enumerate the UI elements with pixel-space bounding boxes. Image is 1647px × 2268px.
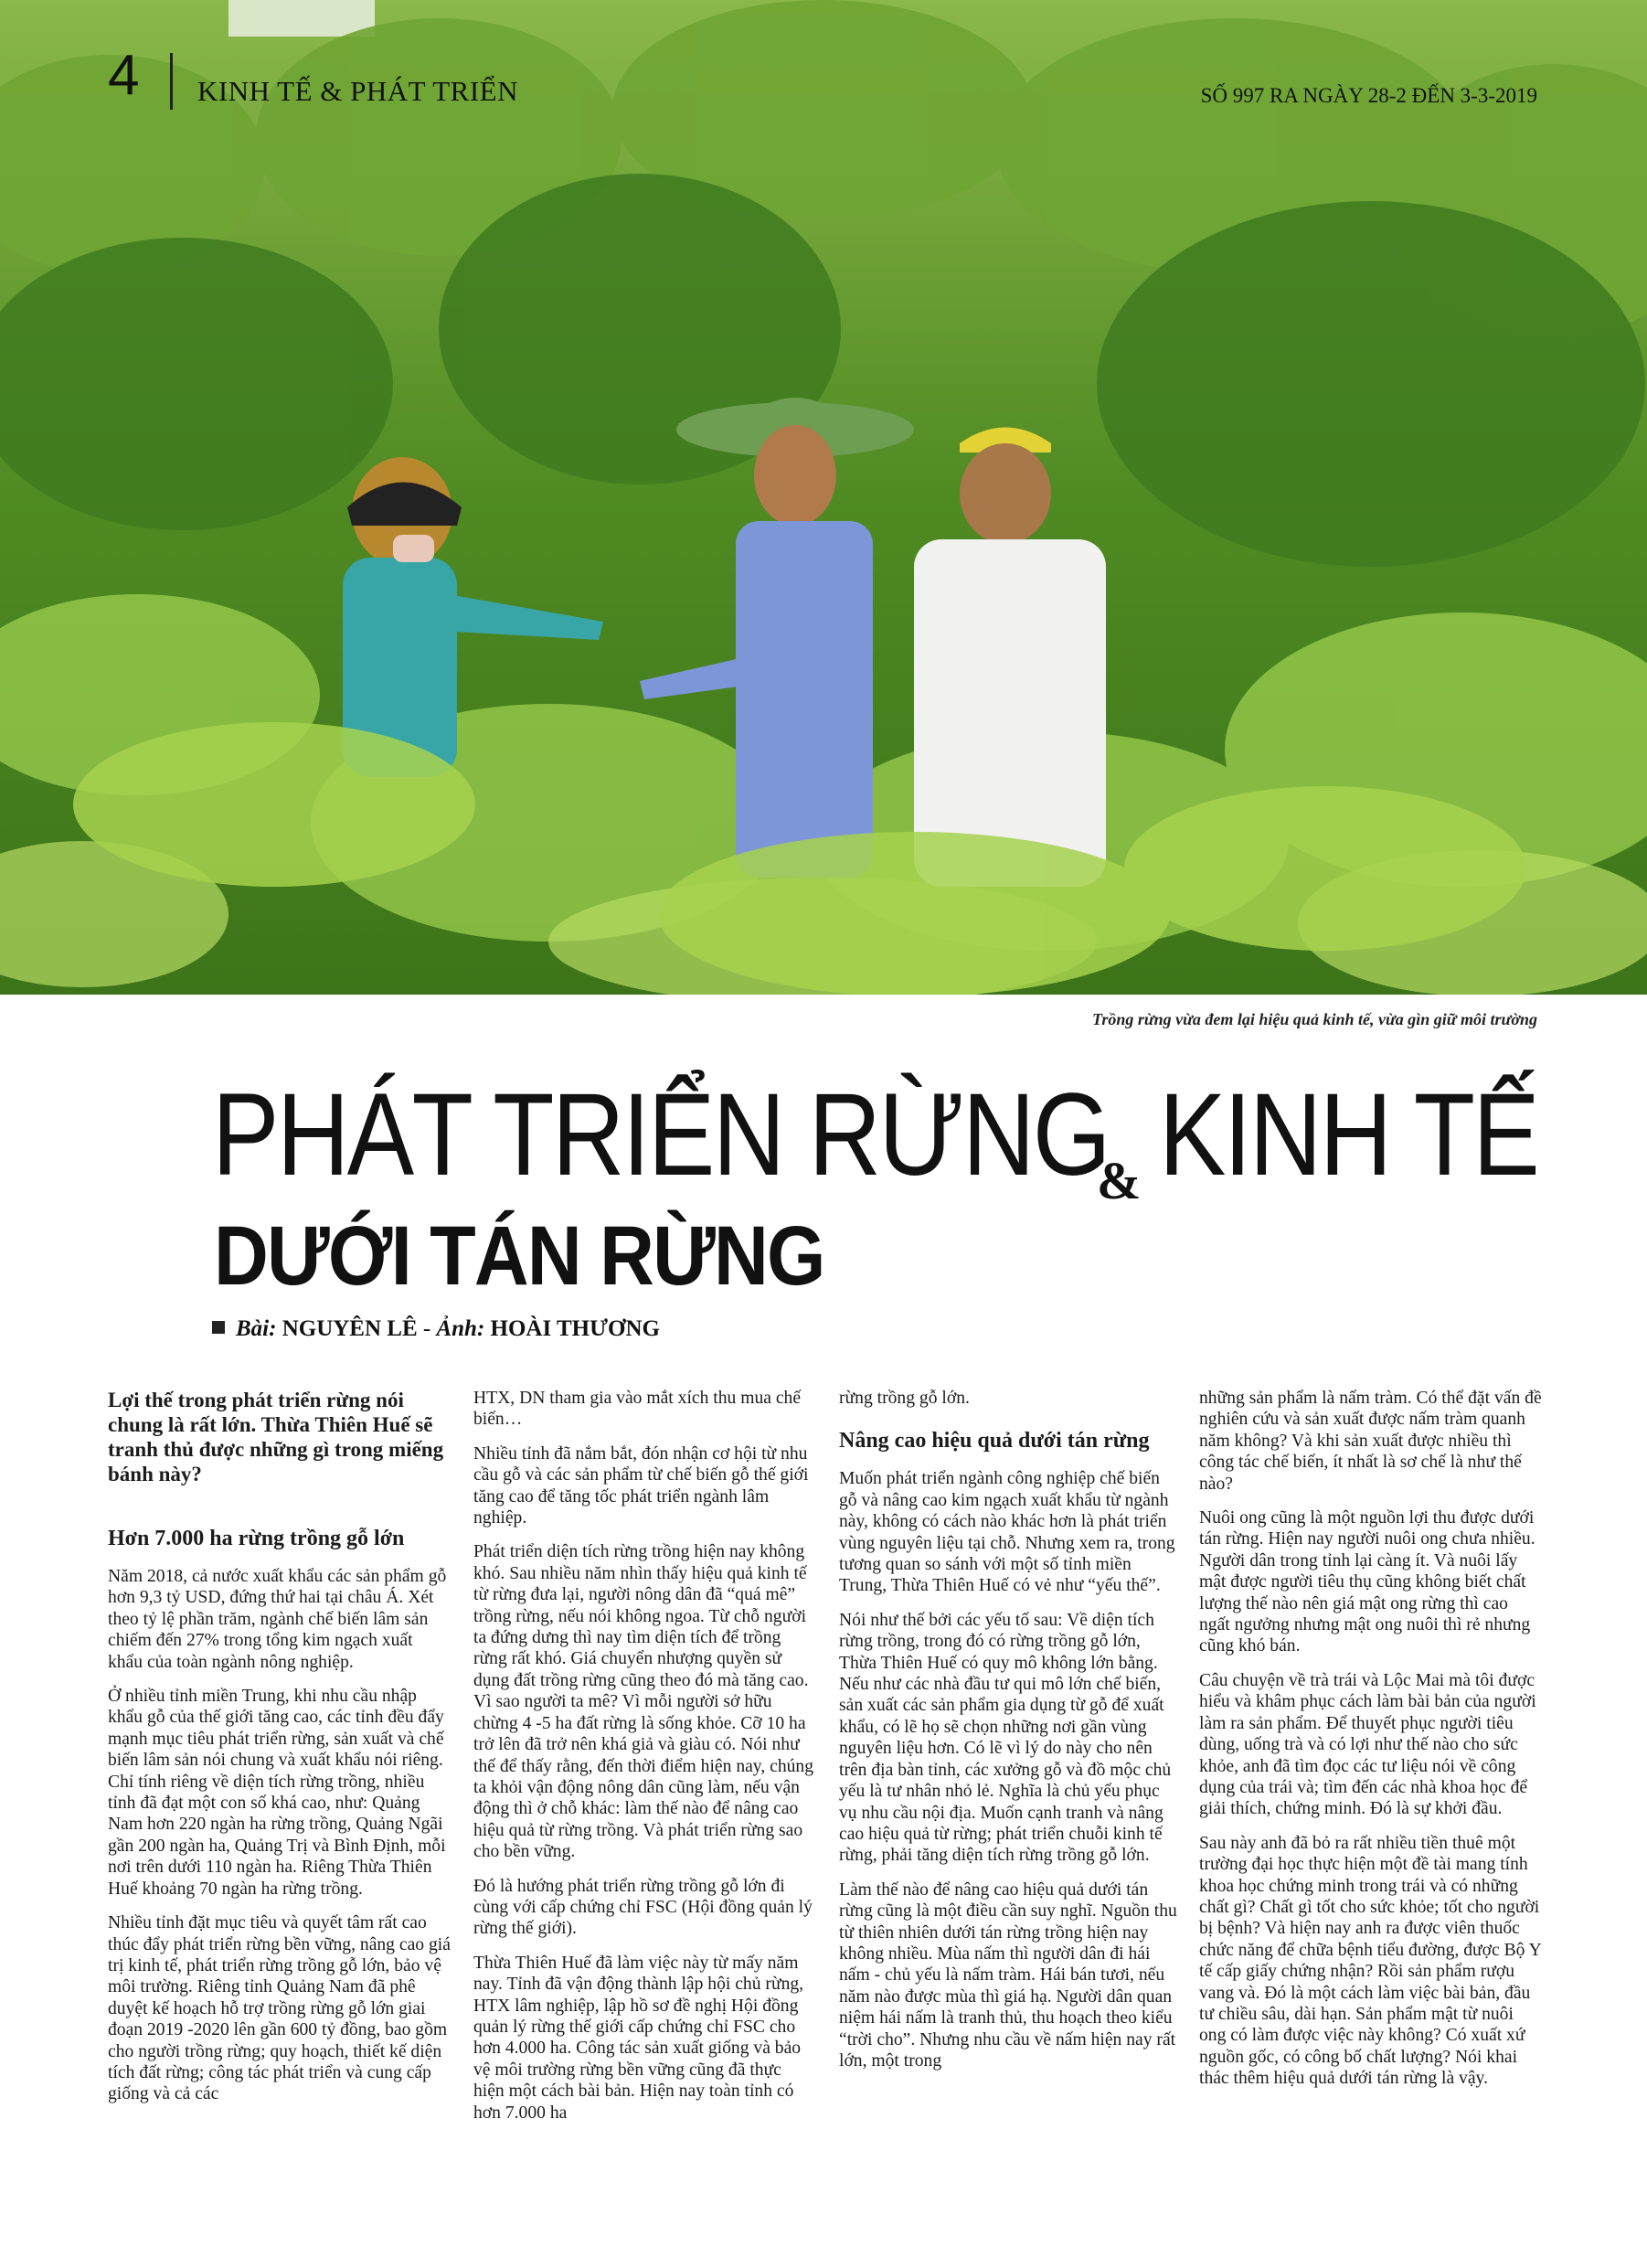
body-paragraph: Sau này anh đã bỏ ra rất nhiều tiền thuê một trường đại học thực hiện một đề tài mang tính khoa học chứng minh trong trái và có những chất gì? Chất gì tốt cho sức khỏe; tốt cho người bị bệnh? Và hiện nay anh ra được viên thuốc chức năng để chữa bệnh tiểu đường, được Bộ Y tế cấp giấy chứng nhận? Rồi sản phẩm rượu vang và. Đó là một cách làm việc bài bản, đầu tư chiều sâu, dài hạn. Sản phẩm mật từ nuôi ong có làm được việc này không? Có xuất xứ nguồn gốc, có công bố chất lượng? Nói khai thác thêm hiệu quả dưới tán rừng là vậy.: [1199, 1833, 1542, 2089]
column-3: [839, 1388, 1182, 2084]
body-paragraph: Thừa Thiên Huế đã làm việc này từ mấy năm nay. Tỉnh đã vận động thành lập hội chủ rừng, HTX lâm nghiệp, lập hồ sơ đề nghị Hội đồng quản lý rừng thế giới cấp chứng chỉ FSC cho hơn 4.000 ha. Công tác sản xuất giống và bảo vệ môi trường rừng bền vững cũng đã thực hiện một cách bài bản. Hiện nay toàn tỉnh có hơn 7.000 ha: [473, 1953, 804, 2123]
photo-caption: Trồng rừng vừa đem lại hiệu quả kinh tế, vừa gìn giữ môi trường: [1092, 1010, 1537, 1028]
page-number: 4: [108, 44, 140, 107]
body-paragraph: Nhiều tỉnh đã nắm bắt, đón nhận cơ hội từ nhu cầu gỗ và các sản phẩm từ chế biến gỗ thế giới tăng cao để tăng tốc phát triển ngành lâm nghiệp.: [473, 1443, 809, 1528]
body-paragraph: Nói như thế bởi các yếu tố sau: Về diện tích rừng trồng, trong đó có rừng trồng gỗ lớn, Thừa Thiên Huế có quy mô không lớn bằng. Nếu như các nhà đầu tư qui mô lớn chế biến, sản xuất các sản phẩm gia dụng từ gỗ để xuất khẩu, có lẽ họ sẽ chọn những nơi gần vùng nguyên liệu hơn. Có lẽ vì lý do này cho nên trên địa bàn tỉnh, các xưởng gỗ và đồ mộc chủ yếu là tư nhân nhỏ lẻ. Nghĩa là chủ yếu phục vụ nhu cầu nội địa. Muốn cạnh tranh và nâng cao hiệu quả từ rừng; phát triển chuỗi kinh tế rừng, phải tăng diện tích rừng trồng gỗ lớn.: [839, 1610, 1172, 1866]
body-paragraph: Muốn phát triển ngành công nghiệp chế biến gỗ và nâng cao kim ngạch xuất khẩu từ ngành này, không có cách nào khác hơn là phát triển vùng nguyên liệu tại chỗ. Nhưng xem ra, trong tương quan so sánh với một số tỉnh miền Trung, Thừa Thiên Huế có vẻ như “yếu thế”.: [839, 1469, 1175, 1596]
body-paragraph: Câu chuyện về trà trái và Lộc Mai mà tôi được hiểu và khâm phục cách làm bài bản của người làm ra sản phẩm. Để thuyết phục người tiêu dùng, uống trà và có lợi như thế nào cho sức khỏe, anh đã tìm đọc các tư liệu nói về công dụng của trái và; tìm đến các nhà khoa học để giải thích, chứng minh. Đó là sự khởi đầu.: [1199, 1670, 1536, 1819]
body-paragraph: Năm 2018, cả nước xuất khẩu các sản phẩm gỗ hơn 9,3 tỷ USD, đứng thứ hai tại châu Á. Xét theo tỷ lệ phần trăm, ngành chế biến lâm sản chiếm đến 27% trong tổng kim ngạch xuất khẩu của toàn ngành nông nghiệp.: [108, 1567, 447, 1672]
article-photo: [0, 0, 1647, 995]
body-paragraph: Làm thế nào để nâng cao hiệu quả dưới tán rừng cũng là một điều cần suy nghĩ. Nguồn thu từ thiên nhiên dưới tán rừng trồng hiện nay không nhiều. Mùa nấm thì người dân đi hái nấm - chủ yếu là nấm tràm. Hái bán tươi, nếu năm nào được mùa thì giá hạ. Người dân quan niệm hái nấm là tranh thủ, thu hoạch theo kiểu “trời cho”. Nhưng nhu cầu về nấm hiện nay rất lớn, một trong: [839, 1879, 1177, 2071]
issue-date: SỐ 997 RA NGÀY 28-2 ĐẾN 3-3-2019: [1200, 84, 1537, 107]
body-paragraph: Ở nhiều tỉnh miền Trung, khi nhu cầu nhập khẩu gỗ của thế giới tăng cao, các tỉnh đều đẩy mạnh mục tiêu phát triển rừng, sản xuất và chế biến lâm sản nói chung và xuất khẩu nói riêng. Chỉ tính riêng về diện tích rừng trồng, nhiều tỉnh đã đạt một con số khá cao, như: Quảng Nam hơn 220 ngàn ha rừng trồng, Quảng Ngãi gần 200 ngàn ha, Quảng Trị và Bình Định, mỗi nơi trên dưới 110 ngàn ha. Riêng Thừa Thiên Huế khoảng 70 ngàn ha rừng trồng.: [108, 1687, 446, 1899]
headline-part1: PHÁT TRIỂN RỪNG: [212, 1070, 1109, 1200]
body-paragraph: rừng trồng gỗ lớn.: [839, 1389, 970, 1408]
headline-ampersand: &: [1097, 1151, 1142, 1210]
writer-label: Bài:: [236, 1316, 277, 1341]
photographer-name: HOÀI THƯƠNG: [490, 1316, 660, 1341]
body-paragraph: những sản phẩm là nấm tràm. Có thể đặt vấn đề nghiên cứu và sản xuất được nấm tràm quanh năm không? Và khi sản xuất được nhiều thì công tác chế biến, ít nhất là sơ chế là như thế nào?: [1199, 1389, 1542, 1494]
headline-part2: KINH TẾ: [1159, 1070, 1538, 1200]
byline-separator: -: [417, 1316, 437, 1341]
body-paragraph: Nhiều tỉnh đặt mục tiêu và quyết tâm rất cao thúc đẩy phát triển rừng bền vững, nâng cao giá trị kinh tế, phát triển rừng trồng gỗ lớn, bảo vệ môi trường. Riêng tỉnh Quảng Nam đã phê duyệt kế hoạch hỗ trợ trồng rừng gỗ lớn giai đoạn 2019 -2020 lên gần 600 tỷ đồng, bao gồm cho người trồng rừng; quy hoạch, thiết kế diện tích đất rừng; công tác phát triển và cung cấp giống và cả các: [108, 1913, 451, 2104]
bullet-square-icon: [212, 1321, 225, 1334]
column-1: [108, 1388, 451, 2118]
body-paragraph: Phát triển diện tích rừng trồng hiện nay không khó. Sau nhiều năm nhìn thấy hiệu quả kinh tế từ rừng đưa lại, người nông dân đã “quá mê” trồng rừng, nếu nói không ngoa. Từ chỗ người ta đứng dưng thì nay tìm diện tích để trồng rừng rất khó. Giá chuyển nhượng quyền sử dụng đất trồng rừng cũng theo đó mà tăng cao. Vì sao người ta mê? Vì mỗi người sở hữu chừng 4 -5 ha đất rừng là sống khỏe. Cỡ 10 ha trở lên đã trở nên khá giả và giàu có. Nói như thế để thấy rằng, đến thời điểm hiện nay, chúng ta khỏi vận động nông dân cũng làm, nếu vận động thì ở chỗ khác: làm thế nào để nâng cao hiệu quả từ rừng trồng. Và phát triển rừng sao cho bền vững.: [473, 1542, 814, 1862]
section-heading-2: Nâng cao hiệu quả dưới tán rừng: [839, 1429, 1150, 1453]
byline: [212, 1316, 660, 1342]
section-heading-1: Hơn 7.000 ha rừng trồng gỗ lớn: [108, 1527, 405, 1550]
section-name: KINH TẾ & PHÁT TRIỂN: [197, 75, 518, 107]
lead-paragraph: Lợi thế trong phát triển rừng nói chung là rất lớn. Thừa Thiên Huế sẽ tranh thủ được những gì trong miếng bánh này?: [108, 1389, 444, 1485]
column-4: [1199, 1388, 1542, 2103]
body-paragraph: HTX, DN tham gia vào mắt xích thu mua chế biến…: [473, 1389, 802, 1430]
writer-name: NGUYÊN LÊ: [282, 1316, 418, 1341]
headline-subtitle: DƯỚI TÁN RỪNG: [214, 1209, 824, 1303]
forest-farmers-image: [0, 0, 1647, 995]
body-paragraph: Đó là hướng phát triển rừng trồng gỗ lớn đi cùng với cấp chứng chỉ FSC (Hội đồng quản lý rừng thế giới).: [473, 1876, 813, 1939]
column-2: [473, 1388, 816, 2136]
header-divider: [170, 53, 173, 110]
body-paragraph: Nuôi ong cũng là một nguồn lợi thu được dưới tán rừng. Hiện nay người nuôi ong chưa nhiều. Người dân trong tỉnh lại càng ít. Và nuôi lấy mật được người tiêu thụ cũng không biết chất lượng thế nào nên giá mật ong rừng thì cao ngất ngưởng nhưng mật ong nuôi thì rẻ nhưng cũng khó bán.: [1199, 1508, 1535, 1656]
photo-label: Ảnh:: [436, 1316, 485, 1341]
